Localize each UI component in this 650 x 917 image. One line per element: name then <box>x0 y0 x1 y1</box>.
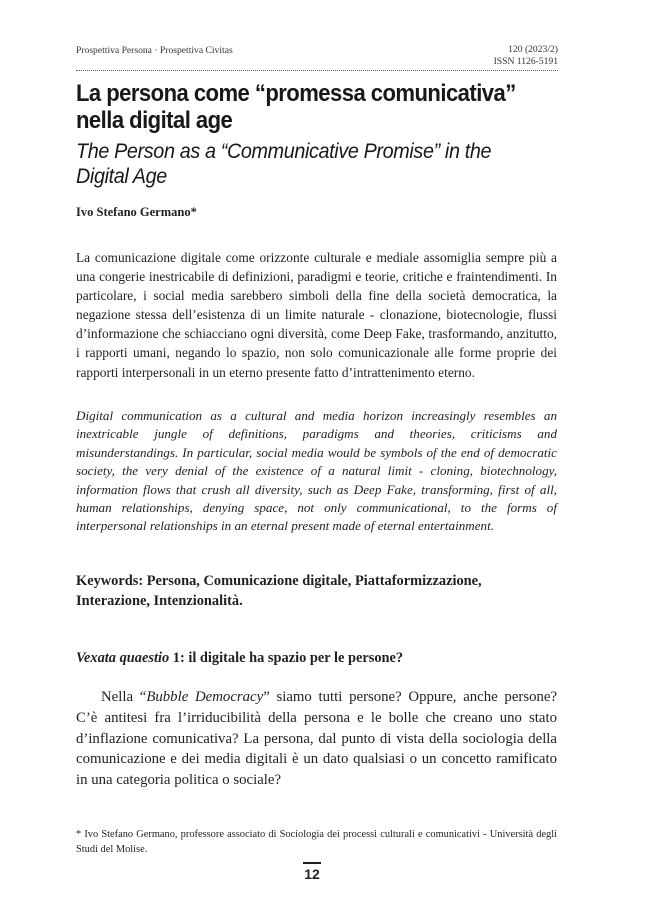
section-heading <box>76 650 403 667</box>
header-divider <box>76 70 558 71</box>
author-name: Ivo Stefano Germano* <box>76 205 197 219</box>
article-title: La persona come “promessa comunicativa” nella digital age <box>76 80 516 134</box>
page-number: 12 <box>304 866 320 882</box>
issue-info <box>494 44 558 67</box>
issn: ISSN 1126-5191 <box>493 55 558 67</box>
article-title-english: The Person as a “Communicative Promise” in the Digital Age <box>76 139 492 188</box>
keywords: Keywords: Persona, Comunicazione digitale, Piattaformizzazione, Interazione, Intenzionalità. <box>76 573 482 609</box>
abstract-english: Digital communication as a cultural and media horizon increasingly resembles an inextricable jungle of definitions, paradigms and theories, criticisms and misunderstandings. In particular, social media would be symbols of the end of democratic society, the very denial of the existence of a natural limit - cloning, biotechnology, information flows that crush all diversity, such as Deep Fake, transforming, first of all, human relationships, denying space, not only communicational, to the forms of interpersonal relationships in an eternal present made of eternal entertainment. <box>76 408 557 534</box>
footnote: * Ivo Stefano Germano, professore associato di Sociologia dei processi culturali e comunicativi - Università degli Studi del Molise. <box>76 829 557 855</box>
body-paragraph-italic: Bubble Democracy <box>146 689 264 705</box>
abstract-italian: La comunicazione digitale come orizzonte culturale e mediale assomiglia sempre più a una congerie inestricabile di definizioni, paradigmi e teorie, critiche e fraintendimenti. In particolare, i social media sarebbero simboli della fine della società democratica, la negazione stessa dell’esistenza di un limite naturale - clonazione, biotecnologie, flussi d’informazione che schiacciano ogni diversità, come Deep Fake, trasformando, anzitutto, i rapporti umani, negando lo spazio, non solo comunicazionale alle forme proprie dei rapporti interpersonali in un eterno presente fatto d’intrattenimento eterno. <box>76 250 557 380</box>
section-heading-italic: Vexata quaestio <box>76 650 170 666</box>
body-paragraph <box>76 687 557 791</box>
page-number-rule <box>303 862 321 864</box>
journal-name: Prospettiva Persona · Prospettiva Civitas <box>76 45 233 56</box>
section-heading-text: 1: il digitale ha spazio per le persone? <box>169 650 404 666</box>
issue-number: 120 (2023/2) <box>508 44 558 55</box>
body-paragraph-text: ” siamo tutti persone? Oppure, anche persone? C’è antitesi fra l’irriducibilità della persona e le bolle che creano uno stato d’inflazione comunicativa? La persona, dal punto di vista della sociologia della comunicazione e dei media digitali è un dato qualsiasi o un concetto ramificato in una categoria politica o sociale? <box>76 689 558 789</box>
running-head <box>76 44 558 70</box>
body-paragraph-start: Nella “ <box>101 689 147 705</box>
